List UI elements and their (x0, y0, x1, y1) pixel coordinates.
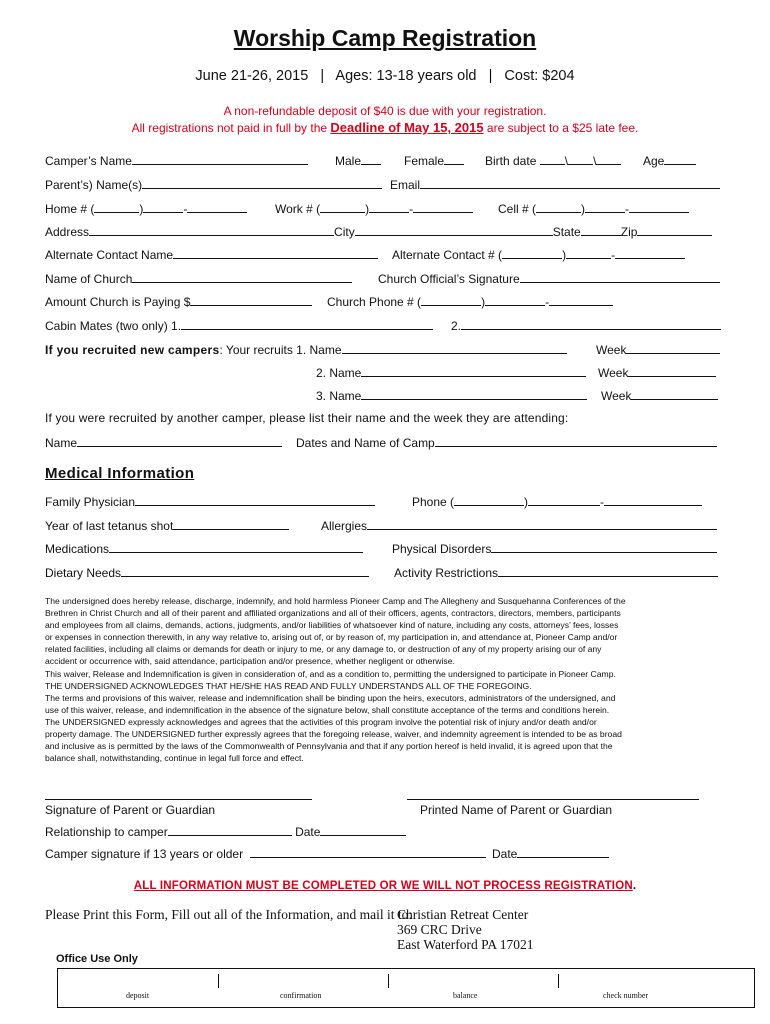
recruit-2-week-field[interactable] (628, 365, 716, 377)
male-group (335, 153, 381, 168)
physician-phone-label: Phone ( (412, 495, 455, 509)
home-area-field[interactable] (94, 201, 139, 213)
address-field[interactable] (89, 224, 334, 236)
birth-month-field[interactable] (540, 153, 565, 165)
recruits-row-3 (316, 388, 587, 403)
female-group (404, 153, 464, 168)
recruit-1-name-field[interactable] (342, 342, 567, 354)
waiver-line: Brethren in Christ Church and all of their parent and affiliated organizations and all of their officers, agents, contractors, directors, members, participants (45, 608, 621, 619)
email-label: Email (390, 178, 421, 192)
recruit-3-name-field[interactable] (361, 388, 587, 400)
recruit-3-week-group (601, 388, 718, 403)
address-row (45, 224, 712, 239)
zip-label: Zip (620, 225, 638, 239)
event-details: June 21-26, 2015 | Ages: 13-18 years old | Cost: $204 (195, 68, 575, 84)
office-use-box (57, 968, 755, 1008)
zip-field[interactable] (637, 224, 712, 236)
recruit-3-label: 3. Name (316, 389, 362, 403)
waiver-line: or expenses in connection therewith, in any way relative to, arising out of, or by reason of, my participation in, and attendance at, Pioneer Camp and/or (45, 632, 618, 643)
camp-dates-label: Dates and Name of Camp (296, 436, 435, 450)
medications-label: Medications (45, 542, 110, 556)
camper-date-label: Date (492, 847, 518, 861)
waiver-line: THE UNDERSIGNED ACKNOWLEDGES THAT HE/SHE HAS READ AND FULLY UNDERSTANDS ALL OF THE FOREGOING. (45, 680, 532, 691)
email-field[interactable] (420, 177, 720, 189)
age-field[interactable] (664, 153, 696, 165)
office-divider-1 (218, 974, 219, 988)
recruited-by-text: If you were recruited by another camper, please list their name and the week they are attending: (45, 411, 569, 425)
relationship-field[interactable] (168, 824, 292, 836)
home-phone-label: Home # ( (45, 202, 95, 216)
physician-phone-group: Phone ( ) - (412, 494, 702, 509)
mail-instruction: Please Print this Form, Fill out all of the Information, and mail it to: (45, 907, 413, 922)
alt-number-field[interactable] (615, 247, 685, 259)
waiver-text (45, 595, 725, 764)
church-phone-group: Church Phone # ( ) - (327, 294, 613, 309)
city-field[interactable] (355, 224, 553, 236)
age-label: Age (643, 154, 665, 168)
alt-prefix-field[interactable] (566, 247, 611, 259)
parent-signature-line[interactable] (45, 799, 312, 800)
recruit-1-label: : Your recruits 1. Name (219, 343, 342, 357)
physical-disorders-label: Physical Disorders (392, 542, 492, 556)
home-phone-group: Home # ( ) - (45, 201, 247, 216)
church-official-group (378, 271, 720, 286)
church-phone-label: Church Phone # ( (327, 295, 422, 309)
church-prefix-field[interactable] (485, 294, 545, 306)
cell-prefix-field[interactable] (585, 201, 625, 213)
office-use-heading: Office Use Only (56, 953, 138, 965)
dietary-label: Dietary Needs (45, 566, 122, 580)
alt-contact-name-label: Alternate Contact Name (45, 248, 174, 262)
camper-date-field[interactable] (517, 846, 609, 858)
female-label: Female (404, 154, 445, 168)
camper-signature-label: Camper signature if 13 years or older (45, 847, 244, 861)
cell-phone-label: Cell # ( (498, 202, 537, 216)
office-divider-3 (558, 974, 559, 988)
tetanus-label: Year of last tetanus shot (45, 519, 174, 533)
recruit-3-week-field[interactable] (631, 388, 718, 400)
amount-row (45, 294, 312, 309)
male-label: Male (335, 154, 362, 168)
late-fee-notice (0, 120, 770, 135)
recruiter-name-label: Name (45, 436, 78, 450)
cabin-mate-2-field[interactable] (461, 318, 721, 330)
recruit-1-week-label: Week (596, 343, 627, 357)
medications-field[interactable] (109, 541, 363, 553)
amount-field[interactable] (190, 294, 312, 306)
office-divider-2 (388, 974, 389, 988)
medications-row (45, 541, 363, 556)
cabin-mate-2-label: 2. (451, 319, 462, 333)
waiver-line: The undersigned does hereby release, discharge, indemnify, and hold harmless Pioneer Camp and The Allegheny and Susquehanna Conferences of the (45, 596, 626, 606)
waiver-line: property damage. The UNDERSIGNED further expressly agrees that the foregoing release, waiver, and indemnity agreement is intended to be as broad (45, 729, 622, 740)
recruit-1-week-group (596, 342, 720, 357)
deposit-label: deposit (126, 991, 150, 1000)
deposit-notice: A non-refundable deposit of $40 is due with your registration. (223, 104, 547, 118)
alt-area-field[interactable] (502, 247, 562, 259)
recruit-1-week-field[interactable] (626, 342, 720, 354)
cabin-mate-2-group (451, 318, 721, 333)
work-phone-label: Work # ( (275, 202, 321, 216)
allergies-label: Allergies (321, 519, 368, 533)
activity-restrictions-field[interactable] (498, 565, 718, 577)
completion-warning-text: ALL INFORMATION MUST BE COMPLETED OR WE WILL NOT PROCESS REGISTRATION (133, 880, 633, 892)
parent-signature-label: Signature of Parent or Guardian (45, 803, 216, 817)
camper-signature-field[interactable] (250, 846, 486, 858)
home-prefix-field[interactable] (143, 201, 183, 213)
address-label: Address (45, 225, 90, 239)
home-number-field[interactable] (187, 201, 247, 213)
camper-name-label: Camper’s Name (45, 154, 132, 168)
recruit-2-label: 2. Name (316, 366, 362, 380)
recruit-2-week-label: Week (598, 366, 629, 380)
work-area-field[interactable] (320, 201, 365, 213)
cell-area-field[interactable] (536, 201, 581, 213)
physician-area-field[interactable] (454, 494, 524, 506)
birth-day-field[interactable] (568, 153, 593, 165)
camper-signature-row (45, 846, 486, 861)
check-number-label: check number (603, 991, 649, 1000)
cabin-mates-label: Cabin Mates (two only) 1. (45, 319, 182, 333)
birthdate-group: Birth date \ \ (485, 153, 621, 168)
completion-warning (0, 880, 770, 892)
physician-number-field[interactable] (604, 494, 702, 506)
medical-heading: Medical Information (45, 465, 195, 482)
amount-label: Amount Church is Paying $ (45, 295, 191, 309)
male-field[interactable] (361, 153, 381, 165)
balance-label: balance (453, 991, 478, 1000)
waiver-line: This waiver, Release and Indemnification is given in consideration of, and as a condition to, permitting the undersigned to participate in Pioneer Camp. (45, 668, 616, 679)
church-number-field[interactable] (549, 294, 613, 306)
parents-row (45, 177, 382, 192)
city-label: City (334, 225, 355, 239)
dietary-row (45, 565, 369, 580)
cell-phone-group: Cell # ( ) - (498, 201, 689, 216)
relationship-date-field[interactable] (320, 824, 406, 836)
female-field[interactable] (444, 153, 464, 165)
relationship-row (45, 824, 406, 839)
tetanus-row (45, 518, 289, 533)
dietary-field[interactable] (121, 565, 369, 577)
confirmation-label: confirmation (280, 991, 322, 1000)
state-label: State (552, 225, 581, 239)
waiver-line: and employees from all claims, demands, actions, judgments, and/or liabilities of whatsoever kind of nature, including any costs, attorneys’ fees, losses (45, 620, 619, 631)
camper-name-field[interactable] (132, 153, 308, 165)
allergies-field[interactable] (367, 518, 717, 530)
late-fee-post: are subject to a $25 late fee. (483, 121, 639, 135)
physician-prefix-field[interactable] (528, 494, 600, 506)
cell-number-field[interactable] (629, 201, 689, 213)
mail-address-line-3: East Waterford PA 17021 (397, 937, 534, 952)
cabin-mate-1-field[interactable] (181, 318, 433, 330)
physical-disorders-field[interactable] (491, 541, 717, 553)
church-row (45, 271, 352, 286)
recruits-row-1 (45, 342, 567, 357)
email-group (390, 177, 720, 192)
printed-name-line[interactable] (407, 799, 699, 800)
recruits-lead: If you recruited new campers (45, 343, 220, 357)
mail-address-line-1: Christian Retreat Center (397, 907, 529, 922)
recruit-2-week-group (598, 365, 716, 380)
parents-name-field[interactable] (142, 177, 382, 189)
waiver-line: accident or occurrence with, said attendance, participation and/or presence, whether negligent or otherwise. (45, 656, 455, 667)
church-official-label: Church Official’s Signature (378, 272, 520, 286)
state-field[interactable] (581, 224, 621, 236)
camp-dates-group (296, 435, 717, 450)
activity-restrictions-group (394, 565, 718, 580)
form-title: Worship Camp Registration (233, 25, 537, 51)
church-name-field[interactable] (132, 271, 352, 283)
waiver-line: The UNDERSIGNED expressly acknowledges and agrees that the activities of this program involve the potential risk of injury and/or death and/or (45, 716, 597, 727)
parents-label: Parent’s) Name(s) (45, 178, 143, 192)
birth-date-label: Birth date (485, 154, 537, 168)
waiver-line: The terms and provisions of this waiver, release and indemnification shall be binding upon the heirs, executors, administrators of the undersigned, and (45, 692, 616, 703)
church-official-signature-field[interactable] (520, 271, 720, 283)
physician-row (45, 494, 375, 509)
tetanus-field[interactable] (173, 518, 289, 530)
deadline-text: Deadline of May 15, 2015 (330, 120, 484, 135)
work-prefix-field[interactable] (369, 201, 409, 213)
recruiter-name-field[interactable] (77, 435, 282, 447)
work-phone-group: Work # ( ) - (275, 201, 473, 216)
alt-contact-name-field[interactable] (173, 247, 378, 259)
cabin-row (45, 318, 433, 333)
activity-restrictions-label: Activity Restrictions (394, 566, 499, 580)
physician-field[interactable] (135, 494, 375, 506)
physical-disorders-group (392, 541, 717, 556)
waiver-line: balance shall, notwithstanding, continue in legal full force and effect. (45, 753, 304, 764)
waiver-line: related facilities, including all claims or demands for death or injury to me, or any damage to, or destruction of any of my property arising our of any (45, 644, 602, 655)
relationship-label: Relationship to camper (45, 825, 168, 839)
waiver-line: and inclusive as is permitted by the laws of the Commonwealth of Pennsylvania and that if any portion hereof is held invalid, it is agreed upon that the (45, 741, 613, 752)
printed-name-label: Printed Name of Parent or Guardian (420, 803, 613, 817)
alt-contact-phone-group: Alternate Contact # ( ) - (392, 247, 685, 262)
relationship-date-label: Date (295, 825, 321, 839)
physician-label: Family Physician (45, 495, 136, 509)
age-group (643, 153, 696, 168)
recruits-row-2 (316, 365, 586, 380)
camper-row (45, 153, 308, 168)
late-fee-pre: All registrations not paid in full by the (131, 121, 331, 135)
alt-contact-row (45, 247, 378, 262)
recruited-by-row (45, 435, 282, 450)
camp-dates-field[interactable] (435, 435, 717, 447)
allergies-group (321, 518, 717, 533)
mail-address-line-2: 369 CRC Drive (397, 922, 482, 937)
warning-period: . (632, 880, 637, 892)
church-area-field[interactable] (421, 294, 481, 306)
alt-contact-phone-label: Alternate Contact # ( (392, 248, 503, 262)
church-name-label: Name of Church (45, 272, 133, 286)
recruit-3-week-label: Week (601, 389, 632, 403)
recruit-2-name-field[interactable] (361, 365, 586, 377)
work-number-field[interactable] (413, 201, 473, 213)
birth-year-field[interactable] (596, 153, 621, 165)
camper-date-group (492, 846, 609, 861)
waiver-line: use of this waiver, release, and indemnification in the absence of the signature below, shall constitute acceptance of the terms and conditions herein. (45, 704, 610, 715)
